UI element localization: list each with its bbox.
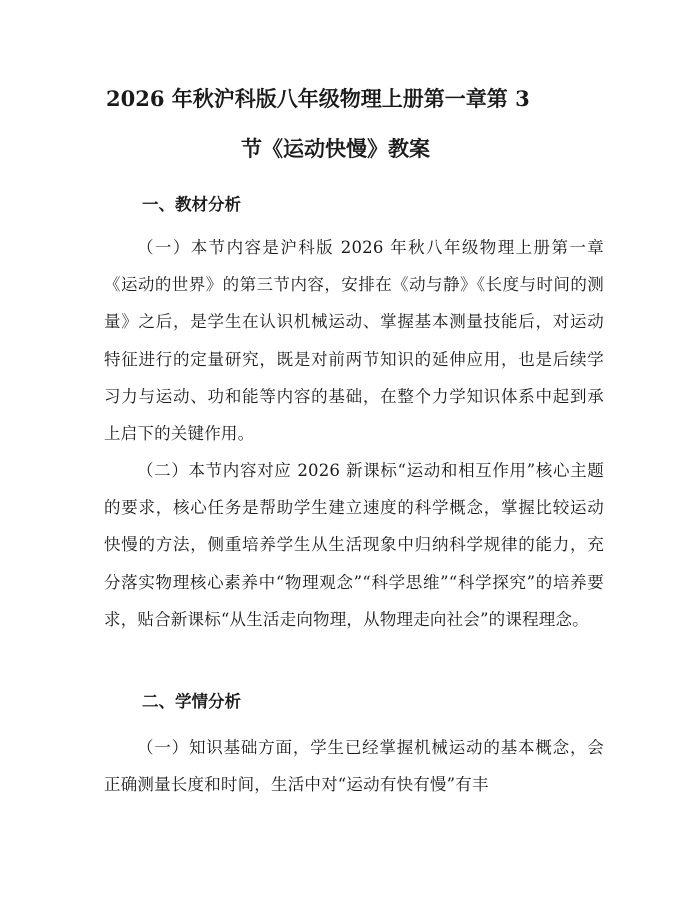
paragraph-student-analysis-1: （一）知识基础方面，学生已经掌握机械运动的基本概念，会正确测量长度和时间，生活中对“运动有快有慢”有丰 <box>104 738 604 795</box>
paragraph-textbook-analysis-1: （一）本节内容是沪科版 2026 年秋八年级物理上册第一章《运动的世界》的第三节内容，安排在《动与静》《长度与时间的测量》之后，是学生在认识机械运动、掌握基本测量技能后，对运动特征进行的定量研究，既是对前两节知识的延伸应用，也是后续学习力与运动、功和能等内容的基础，在整个力学知识体系中起到承上启下的关键作用。 <box>104 238 604 444</box>
document-title-line-1: 2026 年秋沪科版八年级物理上册第一章第 3 <box>106 86 530 111</box>
section-heading-student-analysis: 二、学情分析 <box>142 692 241 711</box>
document-title-line-2: 节《运动快慢》教案 <box>241 136 430 161</box>
paragraph-textbook-analysis-2: （二）本节内容对应 2026 新课标“运动和相互作用”核心主题的要求，核心任务是帮助学生建立速度的科学概念，掌握比较运动快慢的方法，侧重培养学生从生活现象中归纳科学规律的能力，充分落实物理核心素养中“物理观念”“科学思维”“科学探究”的培养要求，贴合新课标“从生活走向物理，从物理走向社会”的课程理念。 <box>104 461 604 629</box>
section-heading-textbook-analysis: 一、教材分析 <box>142 195 241 214</box>
